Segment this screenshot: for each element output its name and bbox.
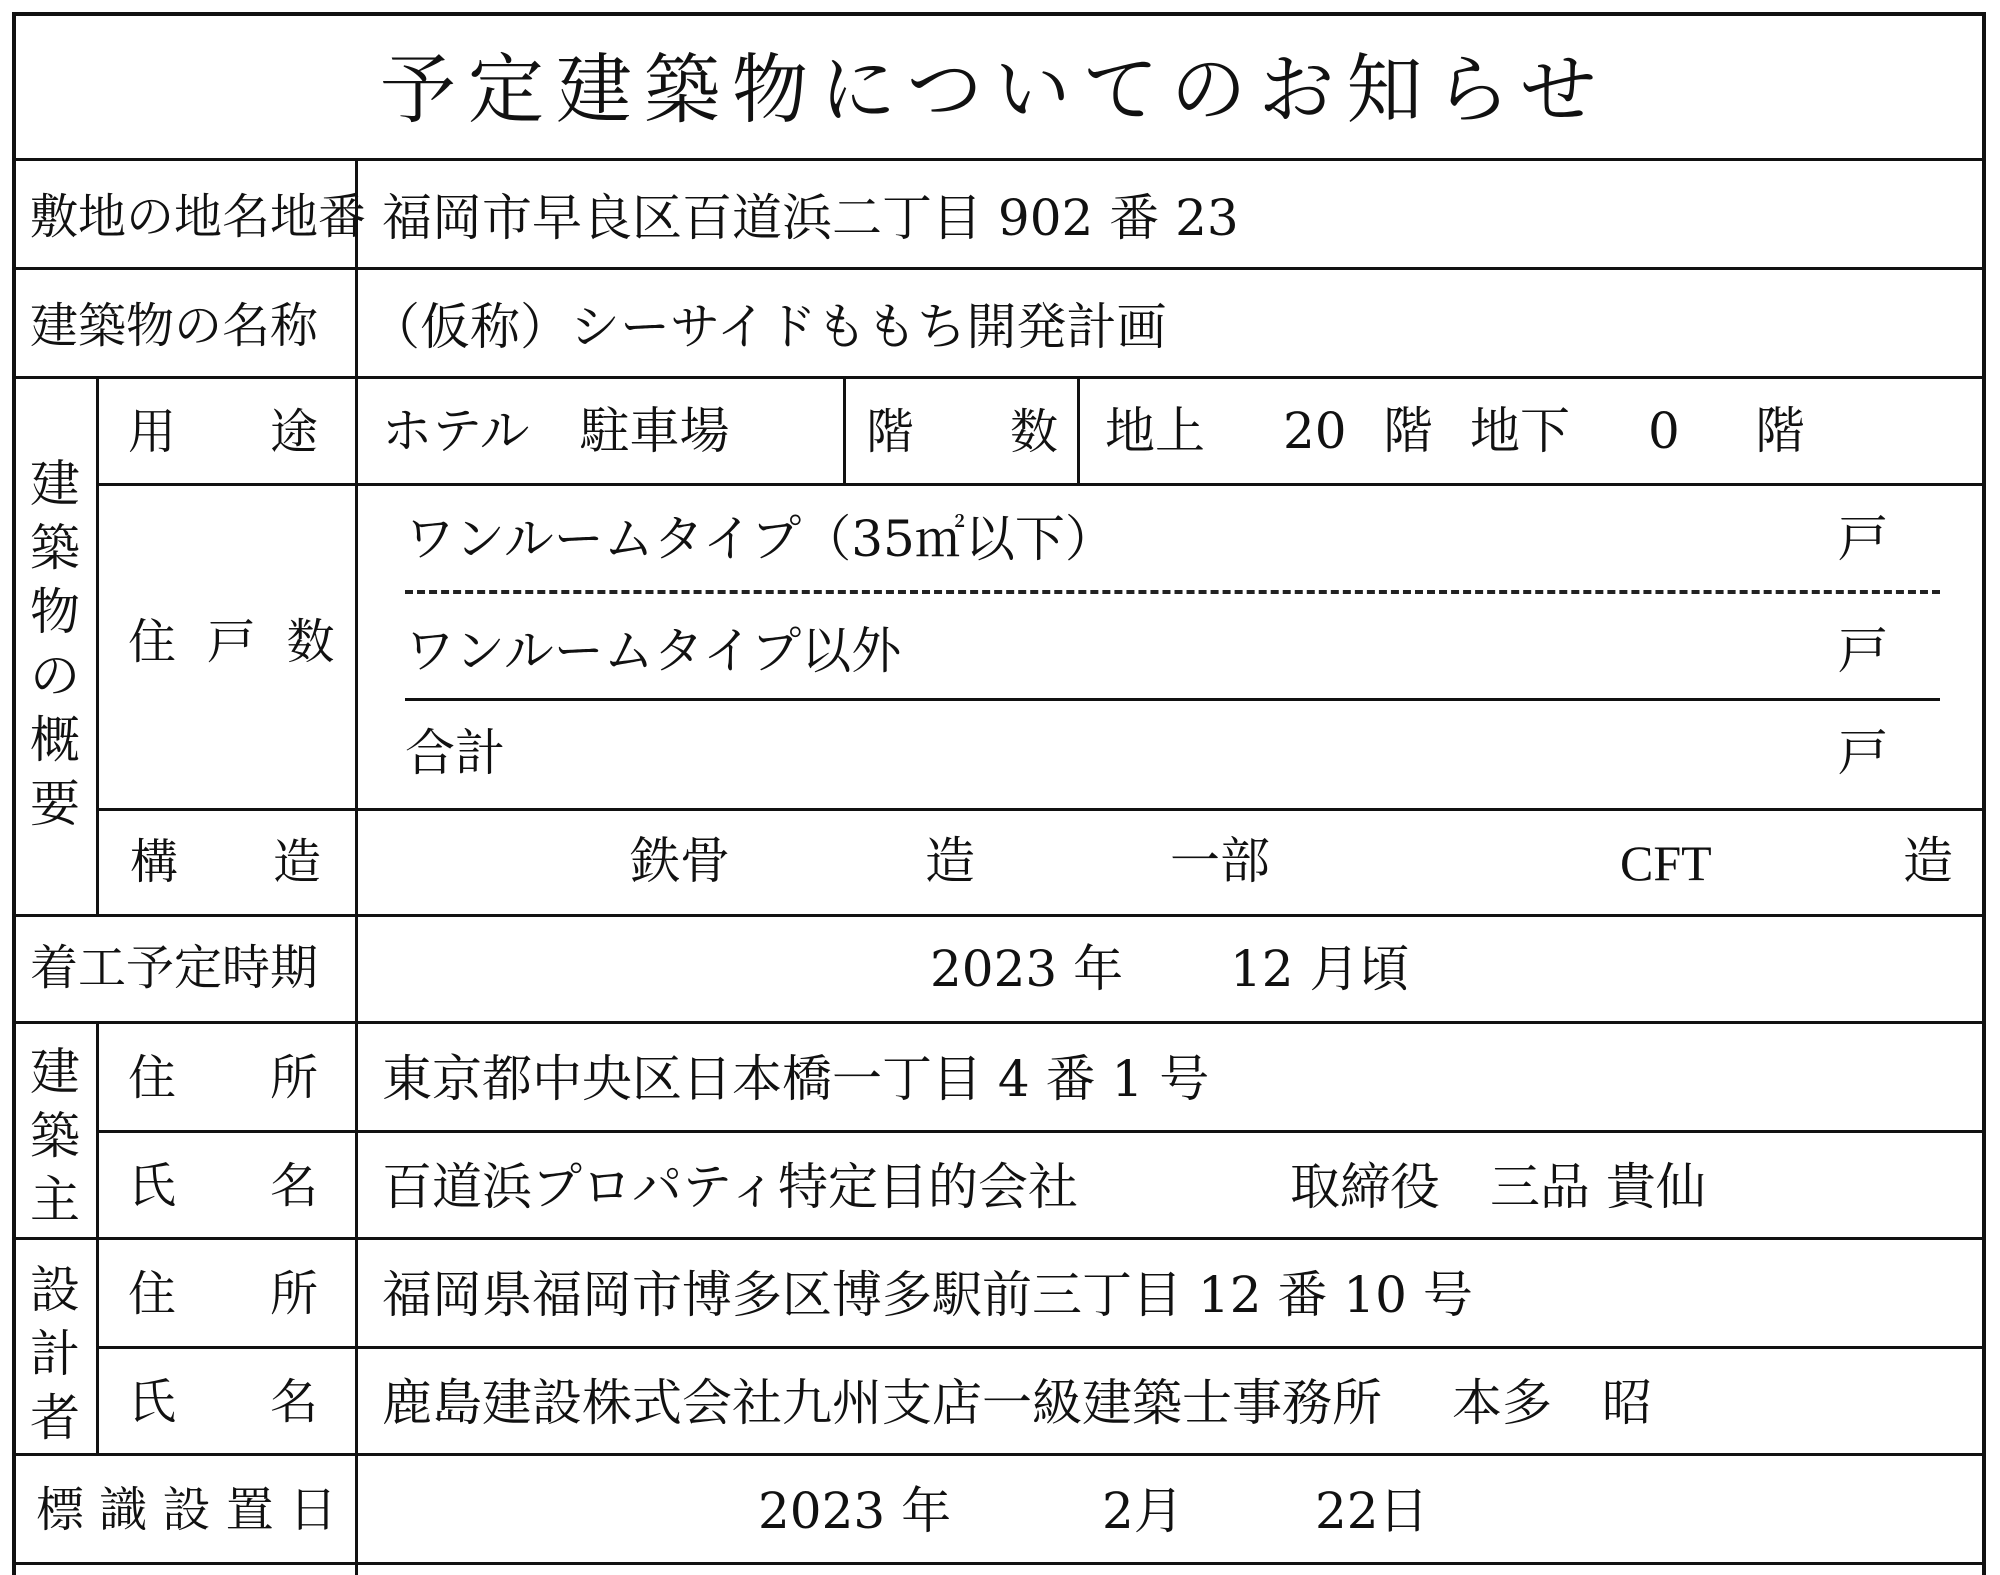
rule: [96, 1021, 99, 1453]
rule: [98, 1346, 1986, 1349]
rule: [12, 914, 1986, 917]
rule: [12, 158, 1986, 161]
designer-person: 本多 昭: [1452, 1374, 1652, 1432]
rule: [12, 1453, 1986, 1456]
start-year: 2023 年: [930, 940, 1124, 998]
units-row-unit: 戸: [1838, 622, 1888, 680]
designer-group-label: 設 計 者: [30, 1261, 80, 1447]
rule: [98, 483, 1986, 486]
units-label: 住 戸 数: [128, 614, 343, 670]
structure-label-first: 構: [130, 834, 179, 890]
structure-part: 造: [925, 832, 975, 890]
owner-address-value: 東京都中央区日本橋一丁目 4 番 1 号: [382, 1050, 1210, 1108]
designer-address-label-second: 所: [270, 1266, 319, 1322]
owner-address-label-second: 所: [270, 1050, 319, 1106]
building-name-label: 建築物の名称: [30, 298, 319, 354]
start-month: 12 月頃: [1230, 940, 1410, 998]
rule: [12, 1562, 1986, 1565]
posted-label: 標 識 設 置 日: [36, 1482, 338, 1538]
posted-month: 2月: [1102, 1482, 1184, 1540]
designer-address-value: 福岡県福岡市博多区博多駅前三丁目 12 番 10 号: [382, 1266, 1473, 1324]
owner-name-value: 百道浜プロパティ特定目的会社: [382, 1158, 1078, 1216]
rule: [12, 1237, 1986, 1240]
structure-part: 造: [1903, 832, 1953, 890]
units-row-label: ワンルームタイプ以外: [405, 622, 902, 680]
designer-name-value: 鹿島建設株式会社九州支店一級建築士事務所: [382, 1374, 1382, 1432]
owner-representative: 取締役 三品 貴仙: [1290, 1158, 1706, 1216]
posted-day: 22日: [1315, 1482, 1429, 1540]
floors-below-value: 0: [1648, 402, 1680, 460]
floors-unit-above: 階: [1383, 402, 1433, 460]
units-row-label: ワンルームタイプ（35㎡以下）: [405, 510, 1115, 568]
floors-unit-below: 階: [1755, 402, 1805, 460]
owner-address-label-first: 住: [128, 1050, 177, 1106]
units-row-unit: 戸: [1838, 724, 1888, 782]
owner-name-label-first: 氏: [128, 1158, 177, 1214]
rule: [96, 376, 99, 914]
structure-part: 一部: [1170, 832, 1270, 890]
overview-group-label: 建 築 物 の 概 要: [30, 455, 80, 833]
use-label-first: 用: [128, 404, 177, 460]
rule: [355, 158, 358, 1575]
owner-name-label-second: 名: [270, 1158, 319, 1214]
units-total-divider: [405, 698, 1940, 701]
start-label: 着工予定時期: [30, 940, 319, 996]
rule: [12, 376, 1986, 379]
units-dashed-divider: [405, 590, 1940, 594]
use-value: ホテル 駐車場: [382, 402, 730, 460]
rule: [12, 1021, 1986, 1024]
structure-part: CFT: [1620, 835, 1712, 891]
designer-name-label-first: 氏: [128, 1374, 177, 1430]
site-value: 福岡市早良区百道浜二丁目 902 番 23: [382, 189, 1239, 247]
rule: [1077, 376, 1080, 483]
building-name-value: （仮称）シーサイドももち開発計画: [370, 298, 1167, 356]
units-row-unit: 戸: [1838, 510, 1888, 568]
floors-above-label: 地上: [1105, 402, 1205, 460]
site-label: 敷地の地名地番: [30, 189, 367, 245]
structure-label-second: 造: [273, 834, 322, 890]
units-row-label: 合計: [405, 724, 505, 782]
rule: [98, 1130, 1986, 1133]
rule: [98, 808, 1986, 811]
designer-address-label-first: 住: [128, 1266, 177, 1322]
owner-group-label: 建 築 主: [30, 1043, 80, 1229]
floors-below-label: 地下: [1470, 402, 1570, 460]
structure-part: 鉄骨: [630, 832, 730, 890]
rule: [843, 376, 846, 483]
designer-name-label-second: 名: [270, 1374, 319, 1430]
rule: [12, 267, 1986, 270]
floors-label-first: 階: [866, 404, 915, 460]
use-label-second: 途: [270, 404, 319, 460]
posted-year: 2023 年: [758, 1482, 952, 1540]
floors-above-value: 20: [1283, 402, 1347, 460]
notice-title: 予定建築物についてのお知らせ: [380, 45, 1609, 134]
floors-label-second: 数: [1010, 404, 1059, 460]
